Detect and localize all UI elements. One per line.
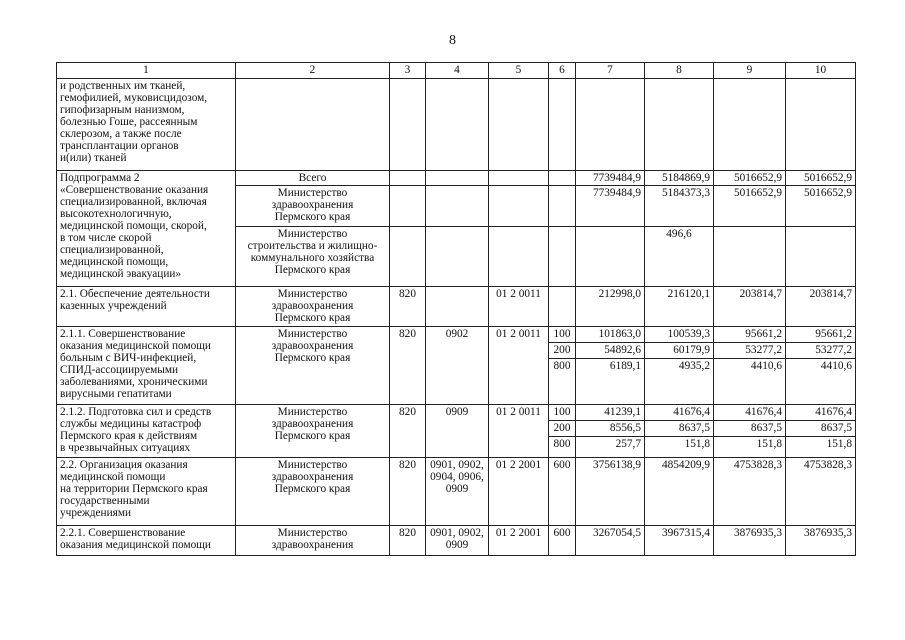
header-col-9: 9 [714, 63, 786, 79]
code-col6 [549, 287, 576, 327]
value-col7: 54892,6 [576, 343, 645, 359]
code-col6: 100 [549, 327, 576, 343]
header-col-3: 3 [390, 63, 426, 79]
header-col-7: 7 [576, 63, 645, 79]
value-col7: 212998,0 [576, 287, 645, 327]
value-col8: 496,6 [645, 227, 714, 287]
header-row [57, 63, 856, 79]
value-col9: 41676,4 [714, 405, 786, 421]
code-col5: 01 2 0011 [489, 327, 549, 405]
code-col5: 01 2 2001 [489, 458, 549, 526]
code-col6: 600 [549, 526, 576, 556]
value-col10: 3876935,3 [786, 526, 856, 556]
executor-name: Министерство строительства и жилищно- коммунального хозяйства Пермского края [236, 227, 390, 287]
page-number: 8 [449, 33, 456, 48]
table-row [57, 171, 856, 186]
executor-name: Министерство здравоохранения Пермского края [236, 405, 390, 458]
value-col8: 100539,3 [645, 327, 714, 343]
value-col9: 8637,5 [714, 421, 786, 437]
value-col8: 4854209,9 [645, 458, 714, 526]
code-col3: 820 [390, 526, 426, 556]
executor-name: Министерство здравоохранения Пермского края [236, 287, 390, 327]
value-col9: 203814,7 [714, 287, 786, 327]
code-col4: 0901, 0902, 0904, 0906, 0909 [426, 458, 489, 526]
header-col-10: 10 [786, 63, 856, 79]
header-col-4: 4 [426, 63, 489, 79]
value-col10: 151,8 [786, 437, 856, 458]
value-col8: 8637,5 [645, 421, 714, 437]
value-col8: 151,8 [645, 437, 714, 458]
code-col5: 01 2 2001 [489, 526, 549, 556]
value-col7: 101863,0 [576, 327, 645, 343]
value-col10: 4753828,3 [786, 458, 856, 526]
value-col9: 151,8 [714, 437, 786, 458]
value-col7: 3756138,9 [576, 458, 645, 526]
row-name: 2.1. Обеспечение деятельности казенных учреждений [57, 287, 236, 327]
table-row [57, 458, 856, 526]
value-col10: 95661,2 [786, 327, 856, 343]
code-col6: 200 [549, 421, 576, 437]
table-row [57, 79, 856, 171]
value-col9: 5016652,9 [714, 186, 786, 227]
header-col-8: 8 [645, 63, 714, 79]
value-col7: 7739484,9 [576, 186, 645, 227]
code-col4: 0902 [426, 327, 489, 405]
code-col6: 200 [549, 343, 576, 359]
row-name: и родственных им тканей, гемофилией, муковисцидозом, гипофизарным нанизмом, болезнью Гоше, рассеянным склерозом, а также после трансплантации органов и(или) тканей [57, 79, 236, 171]
value-col10: 8637,5 [786, 421, 856, 437]
value-col10: 41676,4 [786, 405, 856, 421]
table-row [57, 327, 856, 343]
executor-name: Министерство здравоохранения [236, 526, 390, 556]
total-label: Всего [236, 171, 390, 186]
value-col8: 4935,2 [645, 359, 714, 405]
executor-name: Министерство здравоохранения Пермского края [236, 327, 390, 405]
table-row [57, 287, 856, 327]
code-col5: 01 2 0011 [489, 405, 549, 458]
value-col9: 5016652,9 [714, 171, 786, 186]
value-col7: 41239,1 [576, 405, 645, 421]
value-col8: 5184869,9 [645, 171, 714, 186]
code-col3: 820 [390, 327, 426, 405]
value-col9: 4753828,3 [714, 458, 786, 526]
value-col10: 4410,6 [786, 359, 856, 405]
value-col10: 5016652,9 [786, 186, 856, 227]
code-col3: 820 [390, 287, 426, 327]
row-name: 2.2.1. Совершенствование оказания медицинской помощи [57, 526, 236, 556]
budget-table [56, 62, 856, 556]
value-col8: 60179,9 [645, 343, 714, 359]
value-col10: 5016652,9 [786, 171, 856, 186]
code-col6: 100 [549, 405, 576, 421]
header-col-6: 6 [549, 63, 576, 79]
executor-name: Министерство здравоохранения Пермского края [236, 186, 390, 227]
header-col-5: 5 [489, 63, 549, 79]
executor-name: Министерство здравоохранения Пермского края [236, 458, 390, 526]
code-col6: 800 [549, 437, 576, 458]
code-col4 [426, 287, 489, 327]
code-col5: 01 2 0011 [489, 287, 549, 327]
value-col9: 95661,2 [714, 327, 786, 343]
code-col6: 600 [549, 458, 576, 526]
value-col7: 8556,5 [576, 421, 645, 437]
code-col4: 0909 [426, 405, 489, 458]
header-col-1: 1 [57, 63, 236, 79]
value-col7: 257,7 [576, 437, 645, 458]
value-col7: 3267054,5 [576, 526, 645, 556]
row-name: 2.2. Организация оказания медицинской помощи на территории Пермского края государственными учреждениями [57, 458, 236, 526]
value-col8: 216120,1 [645, 287, 714, 327]
value-col9: 53277,2 [714, 343, 786, 359]
code-col3: 820 [390, 458, 426, 526]
code-col6: 800 [549, 359, 576, 405]
table-row [57, 405, 856, 421]
value-col9: 4410,6 [714, 359, 786, 405]
value-col8: 41676,4 [645, 405, 714, 421]
value-col8: 3967315,4 [645, 526, 714, 556]
value-col7: 6189,1 [576, 359, 645, 405]
row-name: 2.1.2. Подготовка сил и средств службы медицины катастроф Пермского края к действиям в чрезвычайных ситуациях [57, 405, 236, 458]
table-row [57, 526, 856, 556]
value-col10: 53277,2 [786, 343, 856, 359]
header-col-2: 2 [236, 63, 390, 79]
row-name: 2.1.1. Совершенствование оказания медицинской помощи больным с ВИЧ-инфекцией, СПИД-ассоциируемыми заболеваниями, хроническими вирусными гепатитами [57, 327, 236, 405]
value-col9: 3876935,3 [714, 526, 786, 556]
value-col7: 7739484,9 [576, 171, 645, 186]
value-col10: 203814,7 [786, 287, 856, 327]
value-col8: 5184373,3 [645, 186, 714, 227]
code-col4: 0901, 0902, 0909 [426, 526, 489, 556]
code-col3: 820 [390, 405, 426, 458]
subprogram-name: Подпрограмма 2 «Совершенствование оказания специализированной, включая высокотехнологичную, медицинской помощи, скорой, в том числе скорой специализированной, медицинской помощи, медицинской эвакуации» [57, 171, 236, 287]
